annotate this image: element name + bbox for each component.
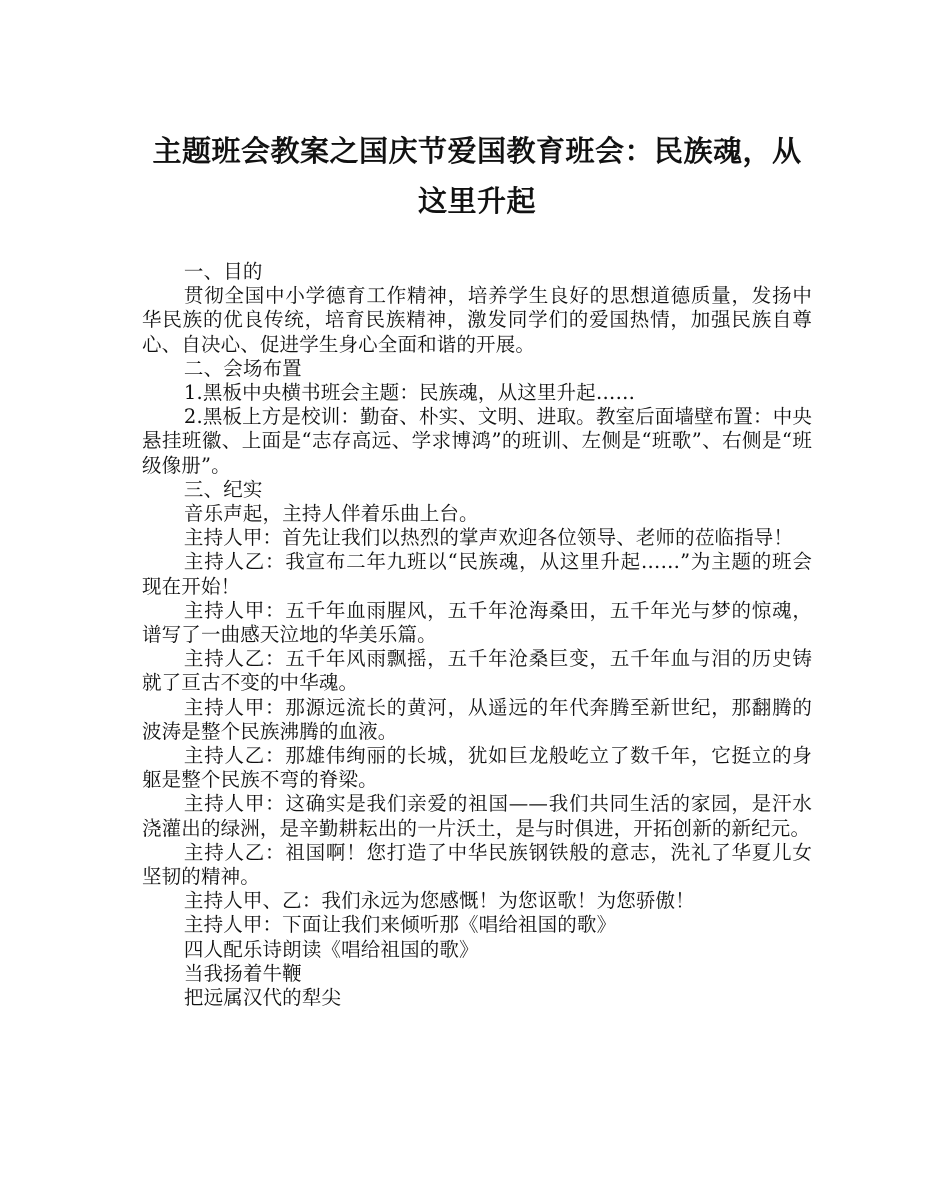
section-heading-venue: 二、会场布置 bbox=[183, 356, 302, 380]
paragraph: 主持人甲：下面让我们来倾听那《唱给祖国的歌》 bbox=[183, 913, 617, 937]
poem-line: 把远属汉代的犁尖 bbox=[183, 986, 342, 1010]
paragraph: 主持人乙：我宣布二年九班以“民族魂，从这里升起……”为主题的班会现在开始！ bbox=[142, 550, 812, 598]
paragraph: 主持人甲：首先让我们以热烈的掌声欢迎各位领导、老师的莅临指导！ bbox=[183, 526, 794, 550]
paragraph: 贯彻全国中小学德育工作精神，培养学生良好的思想道德质量，发扬中华民族的优良传统，培育民族精神，激发同学们的爱国热情，加强民族自尊心、自决心、促进学生身心全面和谐的开展。 bbox=[142, 284, 812, 356]
section-heading-purpose: 一、目的 bbox=[183, 260, 263, 283]
paragraph: 主持人甲：那源远流长的黄河，从遥远的年代奔腾至新世纪，那翻腾的波涛是整个民族沸腾的血液。 bbox=[142, 695, 812, 743]
paragraph: 主持人乙：祖国啊！您打造了中华民族钢铁般的意志，洗礼了华夏儿女坚韧的精神。 bbox=[142, 840, 812, 889]
document-title: 主题班会教案之国庆节爱国教育班会：民族魂，从这里升起 bbox=[152, 134, 802, 218]
poem-line: 当我扬着牛鞭 bbox=[183, 961, 302, 985]
paragraph: 主持人甲：这确实是我们亲爱的祖国——我们共同生活的家园，是汗水浇灌出的绿洲，是辛勤耕耘出的一片沃土，是与时俱进，开拓创新的新纪元。 bbox=[142, 792, 812, 840]
paragraph: 音乐声起，主持人伴着乐曲上台。 bbox=[183, 502, 479, 526]
document-body bbox=[142, 260, 812, 1010]
paragraph: 1.黑板中央横书班会主题：民族魂，从这里升起…… bbox=[183, 381, 636, 405]
paragraph: 四人配乐诗朗读《唱给祖国的歌》 bbox=[183, 937, 479, 961]
section-heading-record: 三、纪实 bbox=[183, 477, 263, 501]
paragraph: 主持人甲：五千年血雨腥风，五千年沧海桑田，五千年光与梦的惊魂，谱写了一曲感天泣地的华美乐篇。 bbox=[142, 598, 812, 647]
paragraph: 主持人乙：五千年风雨飘摇，五千年沧桑巨变，五千年血与泪的历史铸就了亘古不变的中华魂。 bbox=[142, 647, 812, 695]
paragraph: 主持人乙：那雄伟绚丽的长城，犹如巨龙般屹立了数千年，它挺立的身躯是整个民族不弯的脊梁。 bbox=[142, 744, 812, 792]
paragraph: 主持人甲、乙：我们永远为您感慨！为您讴歌！为您骄傲！ bbox=[183, 889, 695, 913]
paragraph: 2.黑板上方是校训：勤奋、朴实、文明、进取。教室后面墙壁布置：中央悬挂班徽、上面是“志存高远、学求博鸿”的班训、左侧是“班歌”、右侧是“班级像册”。 bbox=[142, 405, 812, 477]
